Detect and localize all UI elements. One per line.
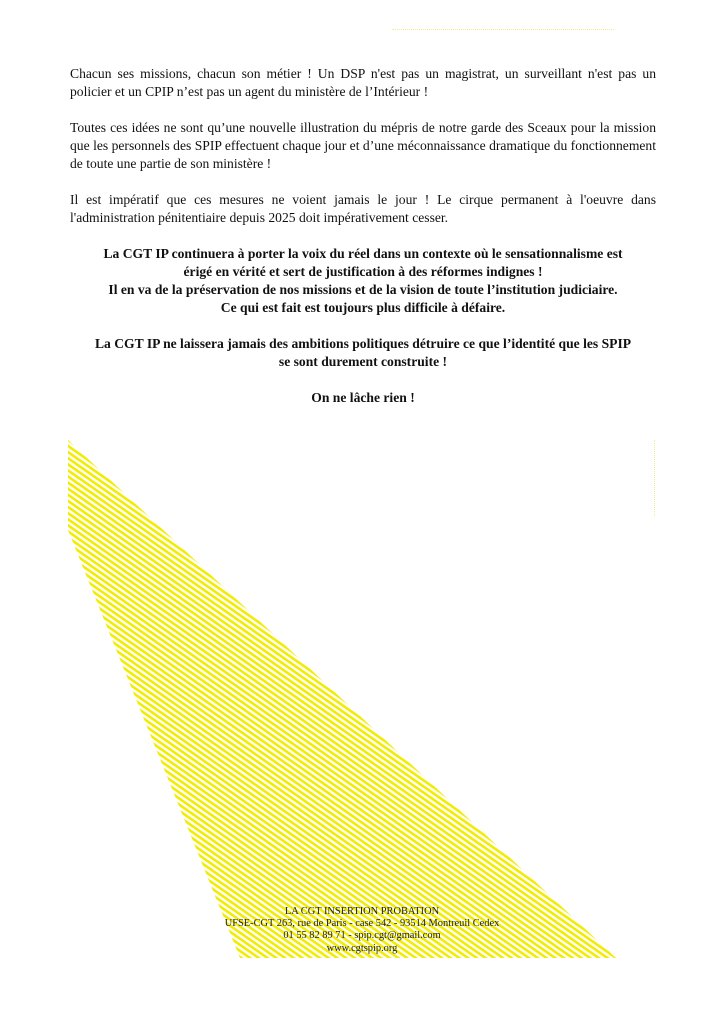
slogan: On ne lâche rien !: [311, 390, 415, 405]
footer-address: UFSE-CGT 263, rue de Paris - case 542 - 93514 Montreuil Cedex: [224, 918, 500, 930]
footer-website: www.cgtspip.org: [326, 942, 398, 954]
warning-line: La CGT IP ne laissera jamais des ambitions politiques détruire ce que l’identité que les SPIP: [94, 336, 632, 351]
statement-line: Ce qui est fait est toujours plus difficile à défaire.: [220, 300, 506, 315]
footer: [212, 906, 512, 955]
warning-line: se sont durement construite !: [278, 354, 448, 369]
statement-line: La CGT IP continuera à porter la voix du réel dans un contexte où le sensationnalisme est: [103, 246, 623, 261]
dotted-top-rule: [392, 29, 614, 30]
body-text: [70, 65, 656, 425]
footer-org-name: LA CGT INSERTION PROBATION: [284, 906, 440, 917]
paragraph-missions: Chacun ses missions, chacun son métier ! Un DSP n'est pas un magistrat, un surveillant n'est pas un policier et un CPIP n’est pas un agent du ministère de l’Intérieur !: [70, 66, 656, 99]
warning-block: [70, 335, 656, 371]
dotted-right-rule: [654, 440, 655, 516]
statement-line: Il en va de la préservation de nos missions et de la vision de toute l’institution judiciaire.: [108, 282, 618, 297]
statement-block: [70, 245, 656, 317]
paragraph-imperatif: Il est impératif que ces mesures ne voient jamais le jour ! Le cirque permanent à l'oeuvre dans l'administration pénitentiaire depuis 2025 doit impérativement cesser.: [70, 192, 656, 225]
statement-line: érigé en vérité et sert de justification à des réformes indignes !: [183, 264, 543, 279]
footer-contact: 01 55 82 89 71 - spip.cgt@gmail.com: [283, 930, 441, 942]
paragraph-mepris: Toutes ces idées ne sont qu’une nouvelle illustration du mépris de notre garde des Sceaux pour la mission que les personnels des SPIP effectuent chaque jour et d’une méconnaissance dramatique du fonctionnement de toute une partie de son ministère !: [70, 120, 656, 171]
